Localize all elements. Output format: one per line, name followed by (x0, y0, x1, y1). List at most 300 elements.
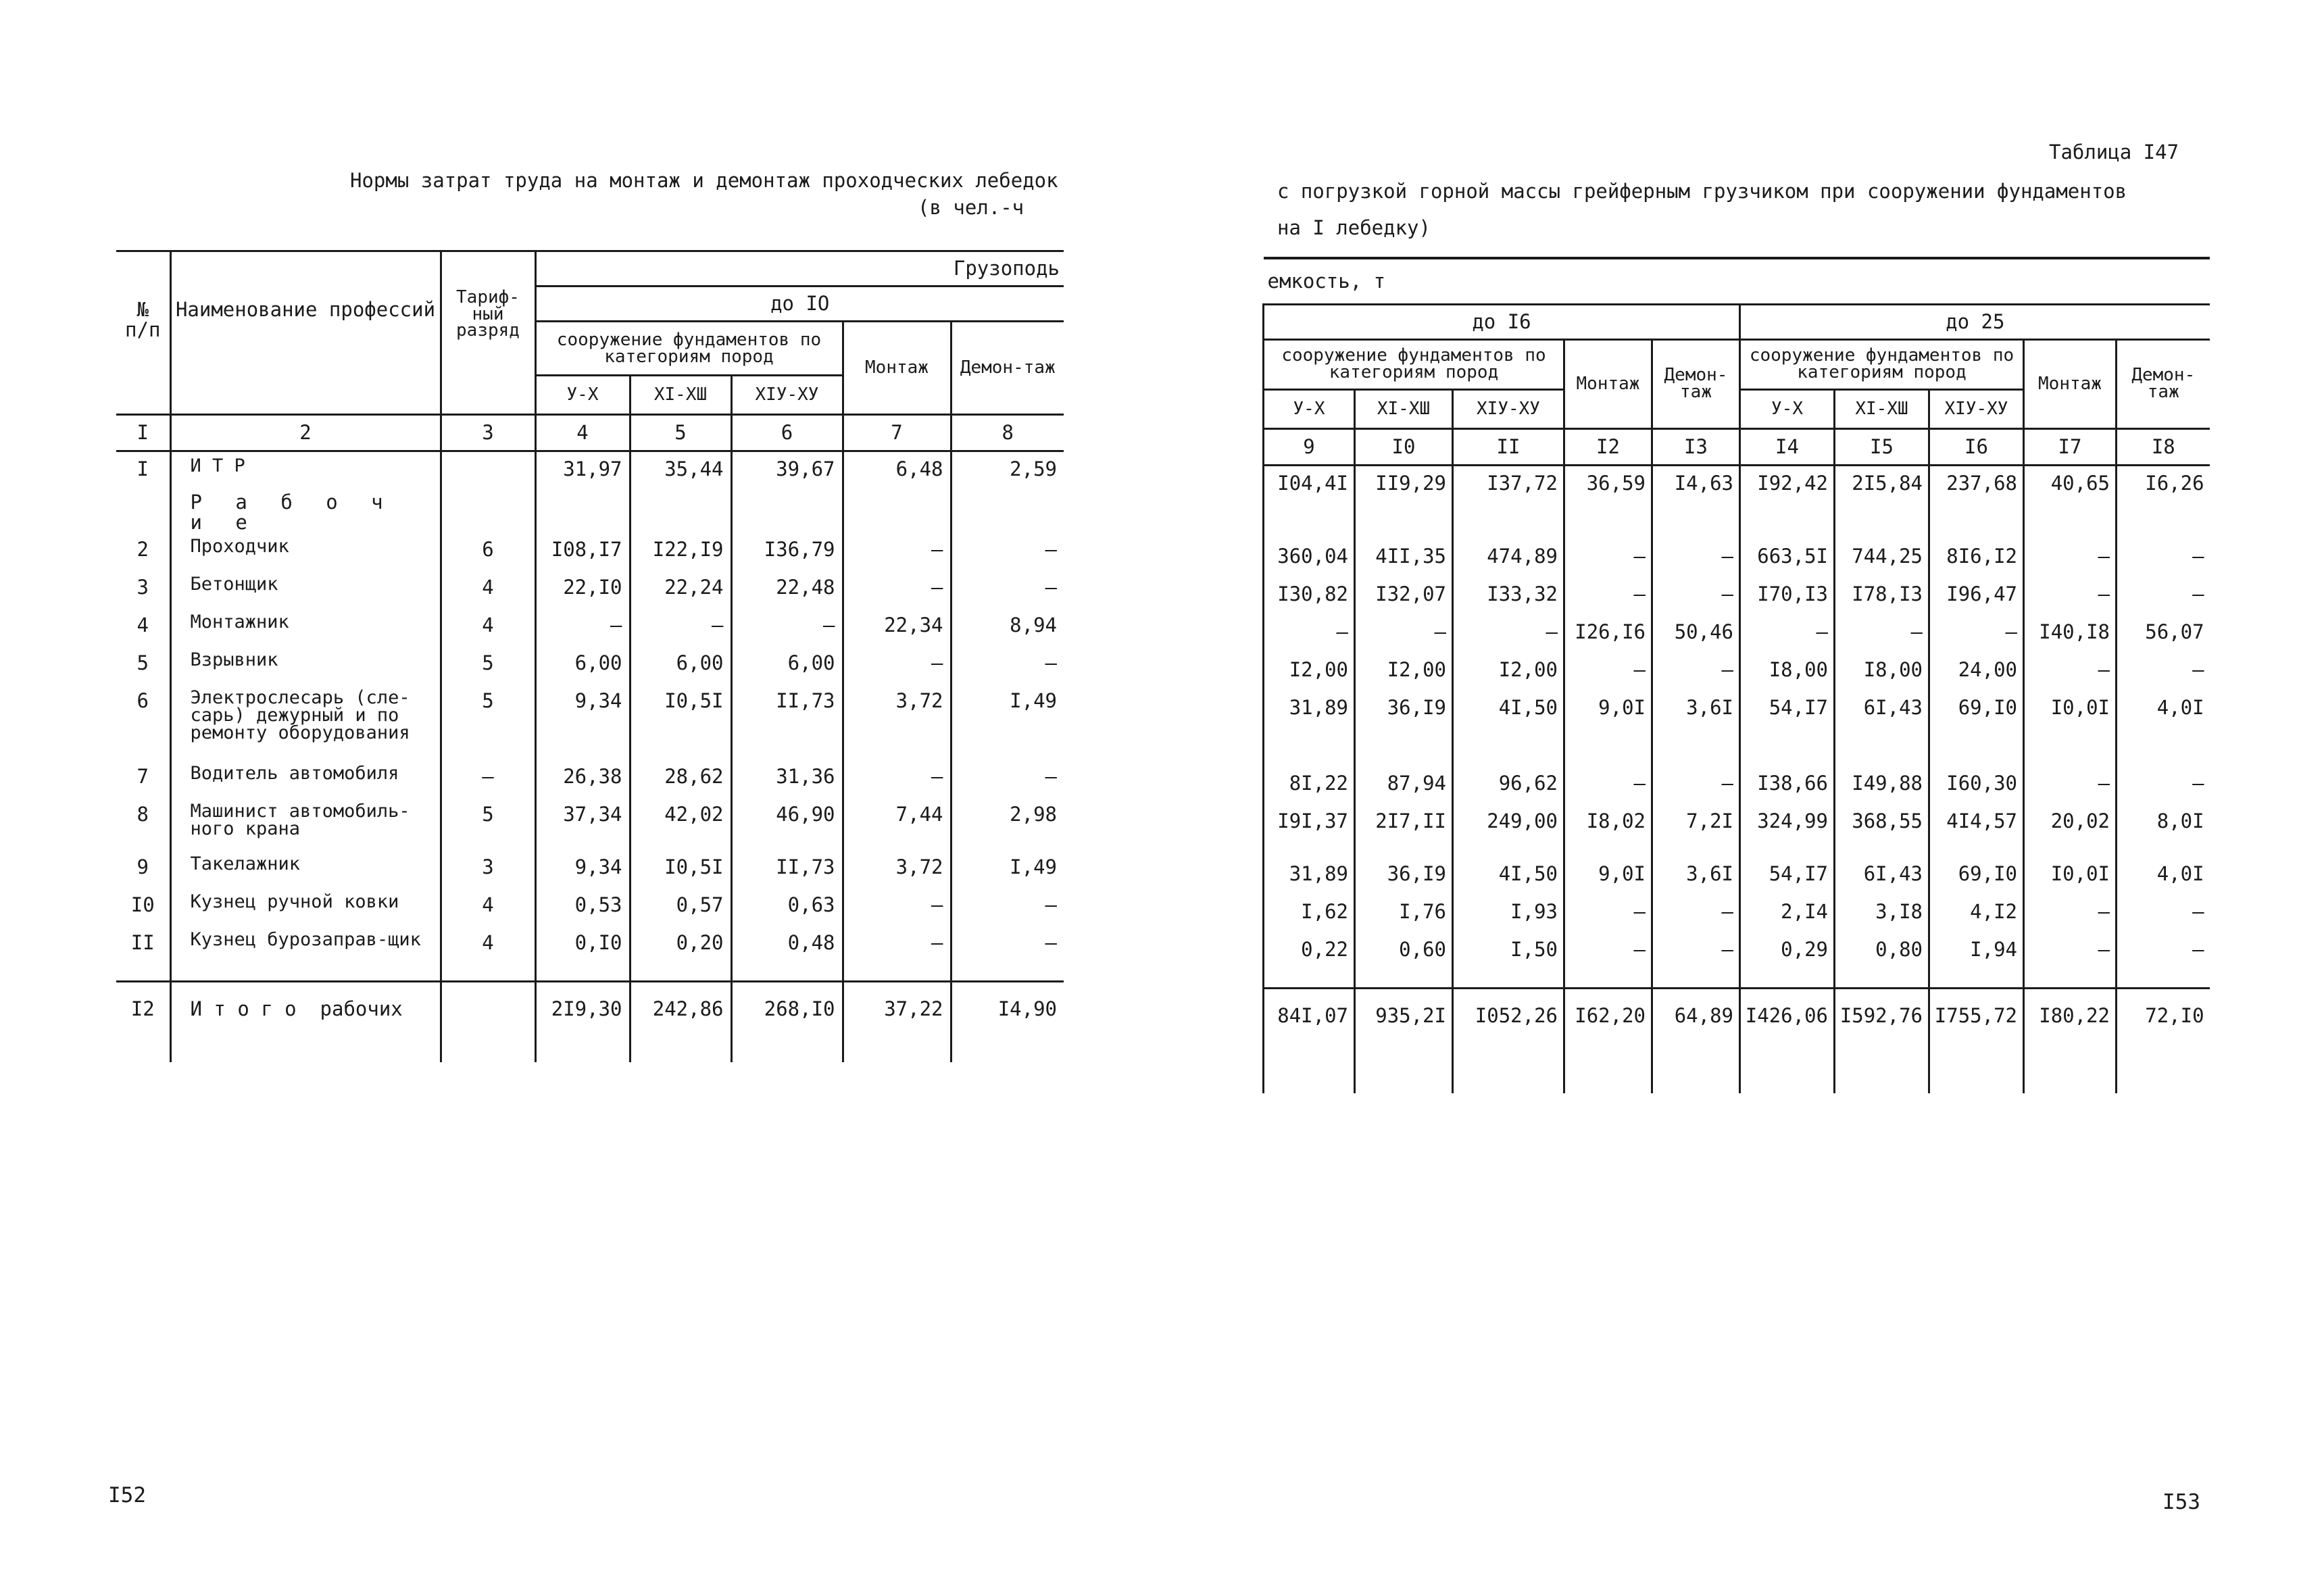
total-label: И т о г о рабочих (170, 981, 441, 1035)
right-title-cont2: на I лебедку) (1277, 216, 1431, 239)
total-row (116, 981, 1064, 1035)
value-cell: I08,I7 (535, 532, 630, 570)
value-cell: 6I,43 (1835, 857, 1929, 895)
table-row (116, 532, 1064, 570)
table-label: Таблица I47 (2049, 141, 2179, 164)
value-cell: I8,02 (1564, 804, 1652, 857)
value-cell: II9,29 (1355, 465, 1453, 505)
value-cell: 40,65 (2024, 465, 2117, 505)
value-cell: I60,30 (1929, 766, 2024, 804)
row-number: I (116, 451, 170, 492)
header-dismount-25: Демон-таж (2117, 339, 2210, 428)
total-value: 37,22 (843, 981, 951, 1035)
value-cell: 2,I4 (1740, 895, 1835, 932)
header-mount-25: Монтаж (2024, 339, 2117, 428)
value-cell: I92,42 (1740, 465, 1835, 505)
total-value: 64,89 (1652, 988, 1740, 1042)
value-cell: – (1652, 577, 1740, 615)
value-cell: – (2024, 539, 2117, 577)
total-value: I592,76 (1835, 988, 1929, 1042)
value-cell: I0,0I (2024, 691, 2117, 766)
value-cell: I0,0I (2024, 857, 2117, 895)
value-cell: II,73 (731, 850, 843, 888)
table-row (1264, 932, 2210, 988)
value-cell: 0,60 (1355, 932, 1453, 988)
value-cell: – (1564, 577, 1652, 615)
profession-name: Взрывник (170, 646, 441, 684)
header-mount: Монтаж (843, 322, 951, 415)
tariff-grade: 5 (441, 797, 535, 850)
table-row (1264, 804, 2210, 857)
tariff-grade: 4 (441, 570, 535, 608)
value-cell: 4II,35 (1355, 539, 1453, 577)
value-cell (843, 492, 951, 533)
value-cell: I49,88 (1835, 766, 1929, 804)
value-cell: 42,02 (630, 797, 731, 850)
value-cell: 0,22 (1264, 932, 1355, 988)
table-row (1264, 577, 2210, 615)
header-name: Наименование профессий (170, 251, 441, 415)
value-cell: 4I,50 (1453, 857, 1564, 895)
value-cell: 0,48 (731, 926, 843, 981)
value-cell: 3,I8 (1835, 895, 1929, 932)
value-cell: I,94 (1929, 932, 2024, 988)
value-cell: – (1453, 615, 1564, 653)
value-cell: I8,00 (1740, 653, 1835, 691)
value-cell: I96,47 (1929, 577, 2024, 615)
value-cell: 31,97 (535, 451, 630, 492)
column-number: I4 (1740, 428, 1835, 465)
total-value: 242,86 (630, 981, 731, 1035)
tariff-grade (441, 981, 535, 1035)
value-cell: 8,94 (951, 608, 1064, 646)
value-cell: – (1652, 766, 1740, 804)
value-cell: I04,4I (1264, 465, 1355, 505)
value-cell: – (2024, 895, 2117, 932)
value-cell: 54,I7 (1740, 857, 1835, 895)
value-cell: – (843, 570, 951, 608)
value-cell: – (630, 608, 731, 646)
profession-name: И Т Р (170, 451, 441, 492)
value-cell: 2I7,II (1355, 804, 1453, 857)
value-cell: – (2117, 539, 2210, 577)
value-cell: – (1564, 895, 1652, 932)
value-cell: – (1929, 615, 2024, 653)
value-cell: – (535, 608, 630, 646)
value-cell: 6,48 (843, 451, 951, 492)
value-cell: – (843, 646, 951, 684)
value-cell: 54,I7 (1740, 691, 1835, 766)
table-row (1264, 653, 2210, 691)
header-construction-25: сооружение фундаментов по категориям пород (1740, 339, 2024, 389)
profession-name: Кузнец ручной ковки (170, 888, 441, 926)
table-row (116, 926, 1064, 981)
value-cell: 6,00 (535, 646, 630, 684)
value-cell: I8,00 (1835, 653, 1929, 691)
value-cell: I33,32 (1453, 577, 1564, 615)
row-number: 9 (116, 850, 170, 888)
value-cell: I9I,37 (1264, 804, 1355, 857)
value-cell (1564, 505, 1652, 539)
value-cell: – (951, 926, 1064, 981)
header-dismount-16: Демон-таж (1652, 339, 1740, 428)
value-cell: 2I5,84 (1835, 465, 1929, 505)
right-column-numbers (1264, 428, 2210, 465)
value-cell: 249,00 (1453, 804, 1564, 857)
value-cell: – (1652, 539, 1740, 577)
value-cell: 0,57 (630, 888, 731, 926)
header-cat3: ХIУ-ХУ (731, 376, 843, 415)
profession-name: Проходчик (170, 532, 441, 570)
value-cell: – (2117, 895, 2210, 932)
profession-name: Электрослесарь (сле-сарь) дежурный и по ремонту оборудования (170, 684, 441, 759)
row-number (116, 492, 170, 533)
tariff-grade: 6 (441, 532, 535, 570)
header-to16: до I6 (1264, 304, 1740, 339)
total-value: I62,20 (1564, 988, 1652, 1042)
tariff-grade (441, 451, 535, 492)
row-number: 6 (116, 684, 170, 759)
value-cell: – (2024, 932, 2117, 988)
value-cell: – (1264, 615, 1355, 653)
value-cell: 0,20 (630, 926, 731, 981)
value-cell: 28,62 (630, 759, 731, 797)
value-cell: – (1564, 766, 1652, 804)
header-capacity: Грузоподь (535, 251, 1064, 286)
value-cell: 9,34 (535, 684, 630, 759)
value-cell: 20,02 (2024, 804, 2117, 857)
table-row (1264, 857, 2210, 895)
value-cell: II,73 (731, 684, 843, 759)
value-cell: I37,72 (1453, 465, 1564, 505)
value-cell: I0,5I (630, 850, 731, 888)
column-number: I2 (1564, 428, 1652, 465)
value-cell: – (951, 570, 1064, 608)
value-cell: 9,34 (535, 850, 630, 888)
value-cell: 31,89 (1264, 691, 1355, 766)
value-cell: – (1355, 615, 1453, 653)
value-cell: 0,I0 (535, 926, 630, 981)
column-number: I (116, 415, 170, 451)
value-cell: 22,24 (630, 570, 731, 608)
value-cell: 4,0I (2117, 691, 2210, 766)
value-cell: I,62 (1264, 895, 1355, 932)
value-cell: – (1835, 615, 1929, 653)
value-cell: I26,I6 (1564, 615, 1652, 653)
value-cell: I,49 (951, 850, 1064, 888)
value-cell (1652, 505, 1740, 539)
value-cell: – (2117, 766, 2210, 804)
row-number: 2 (116, 532, 170, 570)
row-number: 7 (116, 759, 170, 797)
header-mount-16: Монтаж (1564, 339, 1652, 428)
total-value: I755,72 (1929, 988, 2024, 1042)
column-number: I0 (1355, 428, 1453, 465)
value-cell: 4I,50 (1453, 691, 1564, 766)
table-row (1264, 465, 2210, 505)
value-cell: 37,34 (535, 797, 630, 850)
column-number: 7 (843, 415, 951, 451)
value-cell: I4,63 (1652, 465, 1740, 505)
value-cell: 22,48 (731, 570, 843, 608)
value-cell: – (1652, 932, 1740, 988)
header-cat2-25: ХI-ХШ (1835, 389, 1929, 428)
value-cell: 6,00 (731, 646, 843, 684)
table-row (1264, 766, 2210, 804)
value-cell (1264, 505, 1355, 539)
value-cell: 237,68 (1929, 465, 2024, 505)
column-number: I5 (1835, 428, 1929, 465)
value-cell: 0,53 (535, 888, 630, 926)
column-number: I6 (1929, 428, 2024, 465)
value-cell (1355, 505, 1453, 539)
value-cell: 7,44 (843, 797, 951, 850)
value-cell (2024, 505, 2117, 539)
value-cell: 36,I9 (1355, 691, 1453, 766)
value-cell: 663,5I (1740, 539, 1835, 577)
header-cat2-16: ХI-ХШ (1355, 389, 1453, 428)
value-cell: I,76 (1355, 895, 1453, 932)
header-construction-16: сооружение фундаментов по категориям пород (1264, 339, 1564, 389)
value-cell: – (843, 759, 951, 797)
table-row (116, 684, 1064, 759)
column-number: 4 (535, 415, 630, 451)
value-cell (951, 492, 1064, 533)
value-cell: – (1740, 615, 1835, 653)
table-row (116, 646, 1064, 684)
value-cell: I2,00 (1264, 653, 1355, 691)
header-construction: сооружение фундаментов по категориям пород (535, 322, 843, 376)
header-cat1-16: У-Х (1264, 389, 1355, 428)
profession-name: Кузнец бурозаправ-щик (170, 926, 441, 981)
value-cell: I22,I9 (630, 532, 731, 570)
header-cat1-25: У-Х (1740, 389, 1835, 428)
table-row (1264, 895, 2210, 932)
table-row (116, 570, 1064, 608)
column-number: II (1453, 428, 1564, 465)
total-value: I80,22 (2024, 988, 2117, 1042)
total-row (1264, 988, 2210, 1042)
header-num: № п/п (116, 251, 170, 415)
profession-name: Водитель автомобиля (170, 759, 441, 797)
column-number: 9 (1264, 428, 1355, 465)
tariff-grade: – (441, 759, 535, 797)
row-number: 5 (116, 646, 170, 684)
value-cell: 0,29 (1740, 932, 1835, 988)
value-cell: I,49 (951, 684, 1064, 759)
header-capacity-cont: емкость, т (1264, 258, 2210, 304)
value-cell: I6,26 (2117, 465, 2210, 505)
value-cell (1835, 505, 1929, 539)
column-number: 5 (630, 415, 731, 451)
column-number: 8 (951, 415, 1064, 451)
value-cell: 8I6,I2 (1929, 539, 2024, 577)
table-row (1264, 539, 2210, 577)
value-cell: I,50 (1453, 932, 1564, 988)
value-cell: 6,00 (630, 646, 731, 684)
table-row (116, 850, 1064, 888)
value-cell: 9,0I (1564, 857, 1652, 895)
value-cell: 69,I0 (1929, 691, 2024, 766)
left-page-number: I52 (108, 1483, 146, 1507)
value-cell: I2,00 (1355, 653, 1453, 691)
table-row (116, 888, 1064, 926)
value-cell: 50,46 (1652, 615, 1740, 653)
value-cell: – (2024, 766, 2117, 804)
tariff-grade: 5 (441, 646, 535, 684)
value-cell: 36,I9 (1355, 857, 1453, 895)
total-value: 2I9,30 (535, 981, 630, 1035)
table-row (116, 451, 1064, 492)
tariff-grade: 3 (441, 850, 535, 888)
value-cell: – (2024, 577, 2117, 615)
value-cell: 31,36 (731, 759, 843, 797)
value-cell: 0,63 (731, 888, 843, 926)
header-cat3-16: ХIУ-ХУ (1453, 389, 1564, 428)
right-labor-table (1262, 257, 2210, 1093)
table-row (116, 797, 1064, 850)
value-cell: 744,25 (1835, 539, 1929, 577)
header-cat3-25: ХIУ-ХУ (1929, 389, 2024, 428)
value-cell: 36,59 (1564, 465, 1652, 505)
value-cell: – (2024, 653, 2117, 691)
profession-name: Р а б о ч и е (170, 492, 441, 533)
value-cell: 9,0I (1564, 691, 1652, 766)
value-cell: 31,89 (1264, 857, 1355, 895)
table-row (116, 492, 1064, 533)
left-unit: (в чел.-ч (918, 196, 1024, 219)
column-number: 2 (170, 415, 441, 451)
value-cell: 56,07 (2117, 615, 2210, 653)
value-cell: 474,89 (1453, 539, 1564, 577)
value-cell: 3,6I (1652, 691, 1740, 766)
value-cell: 8,0I (2117, 804, 2210, 857)
value-cell: 3,72 (843, 684, 951, 759)
value-cell (2117, 505, 2210, 539)
value-cell: 96,62 (1453, 766, 1564, 804)
value-cell: 2,59 (951, 451, 1064, 492)
profession-name: Бетонщик (170, 570, 441, 608)
profession-name: Такелажник (170, 850, 441, 888)
total-value: I426,06 (1740, 988, 1835, 1042)
value-cell: 3,72 (843, 850, 951, 888)
column-number: I7 (2024, 428, 2117, 465)
value-cell: – (951, 888, 1064, 926)
tariff-grade: 5 (441, 684, 535, 759)
value-cell: 360,04 (1264, 539, 1355, 577)
value-cell: 24,00 (1929, 653, 2024, 691)
value-cell: 39,67 (731, 451, 843, 492)
total-value: I052,26 (1453, 988, 1564, 1042)
profession-name: Машинист автомобиль-ного крана (170, 797, 441, 850)
value-cell (1453, 505, 1564, 539)
value-cell: 22,I0 (535, 570, 630, 608)
left-column-numbers (116, 415, 1064, 451)
value-cell: 2,98 (951, 797, 1064, 850)
value-cell (731, 492, 843, 533)
value-cell: 22,34 (843, 608, 951, 646)
right-page-number: I53 (2162, 1490, 2200, 1514)
profession-name: Монтажник (170, 608, 441, 646)
header-cat1: У-Х (535, 376, 630, 415)
value-cell: – (951, 532, 1064, 570)
value-cell: 3,6I (1652, 857, 1740, 895)
value-cell: I40,I8 (2024, 615, 2117, 653)
value-cell: 6I,43 (1835, 691, 1929, 766)
value-cell: 324,99 (1740, 804, 1835, 857)
tariff-grade: 4 (441, 926, 535, 981)
row-number: 4 (116, 608, 170, 646)
value-cell (1740, 505, 1835, 539)
total-value: I4,90 (951, 981, 1064, 1035)
table-row (1264, 505, 2210, 539)
total-value: 268,I0 (731, 981, 843, 1035)
value-cell: – (951, 646, 1064, 684)
value-cell: – (843, 532, 951, 570)
value-cell: – (1652, 653, 1740, 691)
value-cell: – (1652, 895, 1740, 932)
value-cell: 35,44 (630, 451, 731, 492)
value-cell: 4,I2 (1929, 895, 2024, 932)
column-number: I8 (2117, 428, 2210, 465)
column-number: I3 (1652, 428, 1740, 465)
total-value: 84I,07 (1264, 988, 1355, 1042)
table-row (1264, 691, 2210, 766)
value-cell: 4I4,57 (1929, 804, 2024, 857)
value-cell: I36,79 (731, 532, 843, 570)
value-cell: 69,I0 (1929, 857, 2024, 895)
value-cell (1929, 505, 2024, 539)
value-cell: – (2117, 577, 2210, 615)
row-number: I2 (116, 981, 170, 1035)
header-to25: до 25 (1740, 304, 2210, 339)
table-row (116, 759, 1064, 797)
value-cell: – (843, 888, 951, 926)
value-cell: 0,80 (1835, 932, 1929, 988)
row-number: II (116, 926, 170, 981)
table-row (1264, 615, 2210, 653)
value-cell: I70,I3 (1740, 577, 1835, 615)
value-cell: 87,94 (1355, 766, 1453, 804)
value-cell (630, 492, 731, 533)
value-cell: – (1564, 539, 1652, 577)
value-cell: – (2117, 653, 2210, 691)
value-cell: I32,07 (1355, 577, 1453, 615)
row-number: 8 (116, 797, 170, 850)
tariff-grade: 4 (441, 888, 535, 926)
tariff-grade (441, 492, 535, 533)
value-cell: 26,38 (535, 759, 630, 797)
column-number: 3 (441, 415, 535, 451)
total-value: 935,2I (1355, 988, 1453, 1042)
value-cell: 7,2I (1652, 804, 1740, 857)
column-number: 6 (731, 415, 843, 451)
value-cell: I2,00 (1453, 653, 1564, 691)
value-cell: – (731, 608, 843, 646)
value-cell: – (843, 926, 951, 981)
left-title: Нормы затрат труда на монтаж и демонтаж проходческих лебедок (350, 169, 1058, 192)
value-cell: I,93 (1453, 895, 1564, 932)
table-row (116, 608, 1064, 646)
row-number: I0 (116, 888, 170, 926)
value-cell: – (951, 759, 1064, 797)
value-cell: I78,I3 (1835, 577, 1929, 615)
value-cell: I30,82 (1264, 577, 1355, 615)
value-cell: – (2117, 932, 2210, 988)
value-cell: 368,55 (1835, 804, 1929, 857)
total-value: 72,I0 (2117, 988, 2210, 1042)
right-title-cont: с погрузкой горной массы грейферным грузчиком при сооружении фундаментов (1277, 180, 2127, 203)
